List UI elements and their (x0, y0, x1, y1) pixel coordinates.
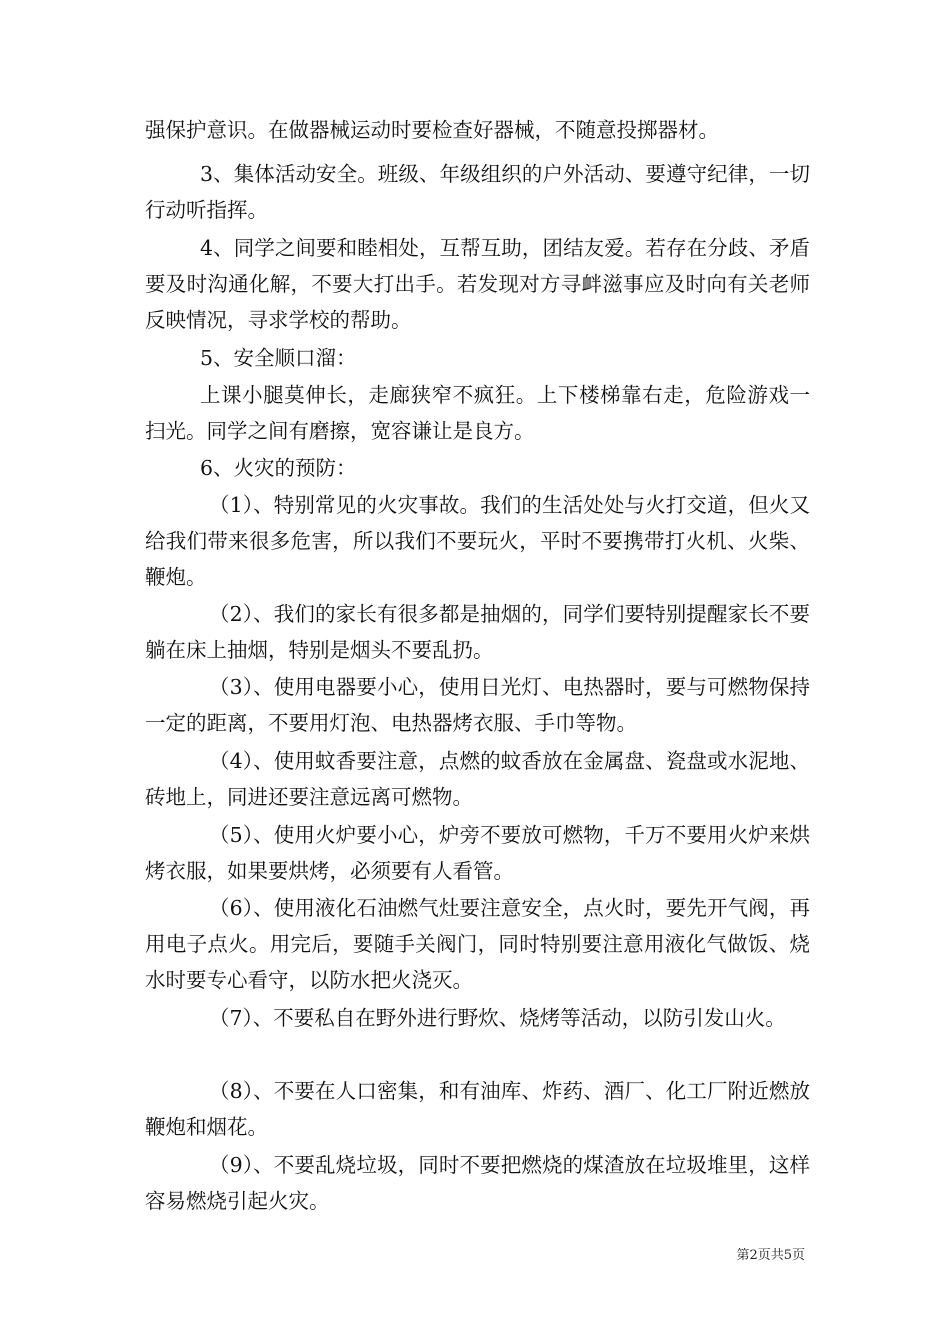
paragraph-fire-9: （9）、不要乱烧垃圾，同时不要把燃烧的煤渣放在垃圾堆里，这样容易燃烧引起火灾。 (145, 1153, 810, 1213)
paragraph-rhyme: 上课小腿莫伸长，走廊狭窄不疯狂。上下楼梯靠右走，危险游戏一扫光。同学之间有磨擦，宽容谦让是良方。 (145, 383, 810, 443)
paragraph-fire-6: （6）、使用液化石油燃气灶要注意安全，点火时，要先开气阀，再用电子点火。用完后，要随手关阀门，同时特别要注意用液化气做饭、烧水时要专心看守，以防水把火浇灭。 (145, 896, 810, 992)
paragraph-fire-2: （2）、我们的家长有很多都是抽烟的，同学们要特别提醒家长不要躺在床上抽烟，特别是烟头不要乱扔。 (145, 602, 810, 662)
page-number: 第2页共5页 (736, 1248, 805, 1263)
paragraph-fire-4: （4）、使用蚊香要注意，点燃的蚊香放在金属盘、瓷盘或水泥地、砖地上，同进还要注意远离可燃物。 (145, 749, 810, 809)
paragraph-continuation: 强保护意识。在做器械运动时要检查好器械，不随意投掷器材。 (145, 118, 719, 142)
paragraph-fire-1: （1）、特别常见的火灾事故。我们的生活处处与火打交道，但火又给我们带来很多危害，所以我们不要玩火，平时不要携带打火机、火柴、鞭炮。 (145, 493, 810, 589)
paragraph-fire-7: （7）、不要私自在野外进行野炊、烧烤等活动，以防引发山火。 (209, 1006, 786, 1030)
paragraph-fire-8: （8）、不要在人口密集，和有油库、炸药、酒厂、化工厂附近燃放鞭炮和烟花。 (145, 1079, 810, 1139)
paragraph-item-4: 4、同学之间要和睦相处，互帮互助，团结友爱。若存在分歧、矛盾要及时沟通化解，不要大打出手。若发现对方寻衅滋事应及时向有关老师反映情况，寻求学校的帮助。 (145, 236, 810, 332)
paragraph-fire-5: （5）、使用火炉要小心，炉旁不要放可燃物，千万不要用火炉来烘烤衣服，如果要烘烤，必须要有人看管。 (145, 823, 810, 883)
paragraph-fire-3: （3）、使用电器要小心，使用日光灯、电热器时，要与可燃物保持一定的距离，不要用灯泡、电热器烤衣服、手巾等物。 (145, 675, 810, 735)
paragraph-item-6: 6、火灾的预防： (200, 456, 357, 480)
paragraph-item-5: 5、安全顺口溜： (200, 346, 357, 370)
paragraph-item-3: 3、集体活动安全。班级、年级组织的户外活动、要遵守纪律，一切行动听指挥。 (145, 162, 810, 222)
